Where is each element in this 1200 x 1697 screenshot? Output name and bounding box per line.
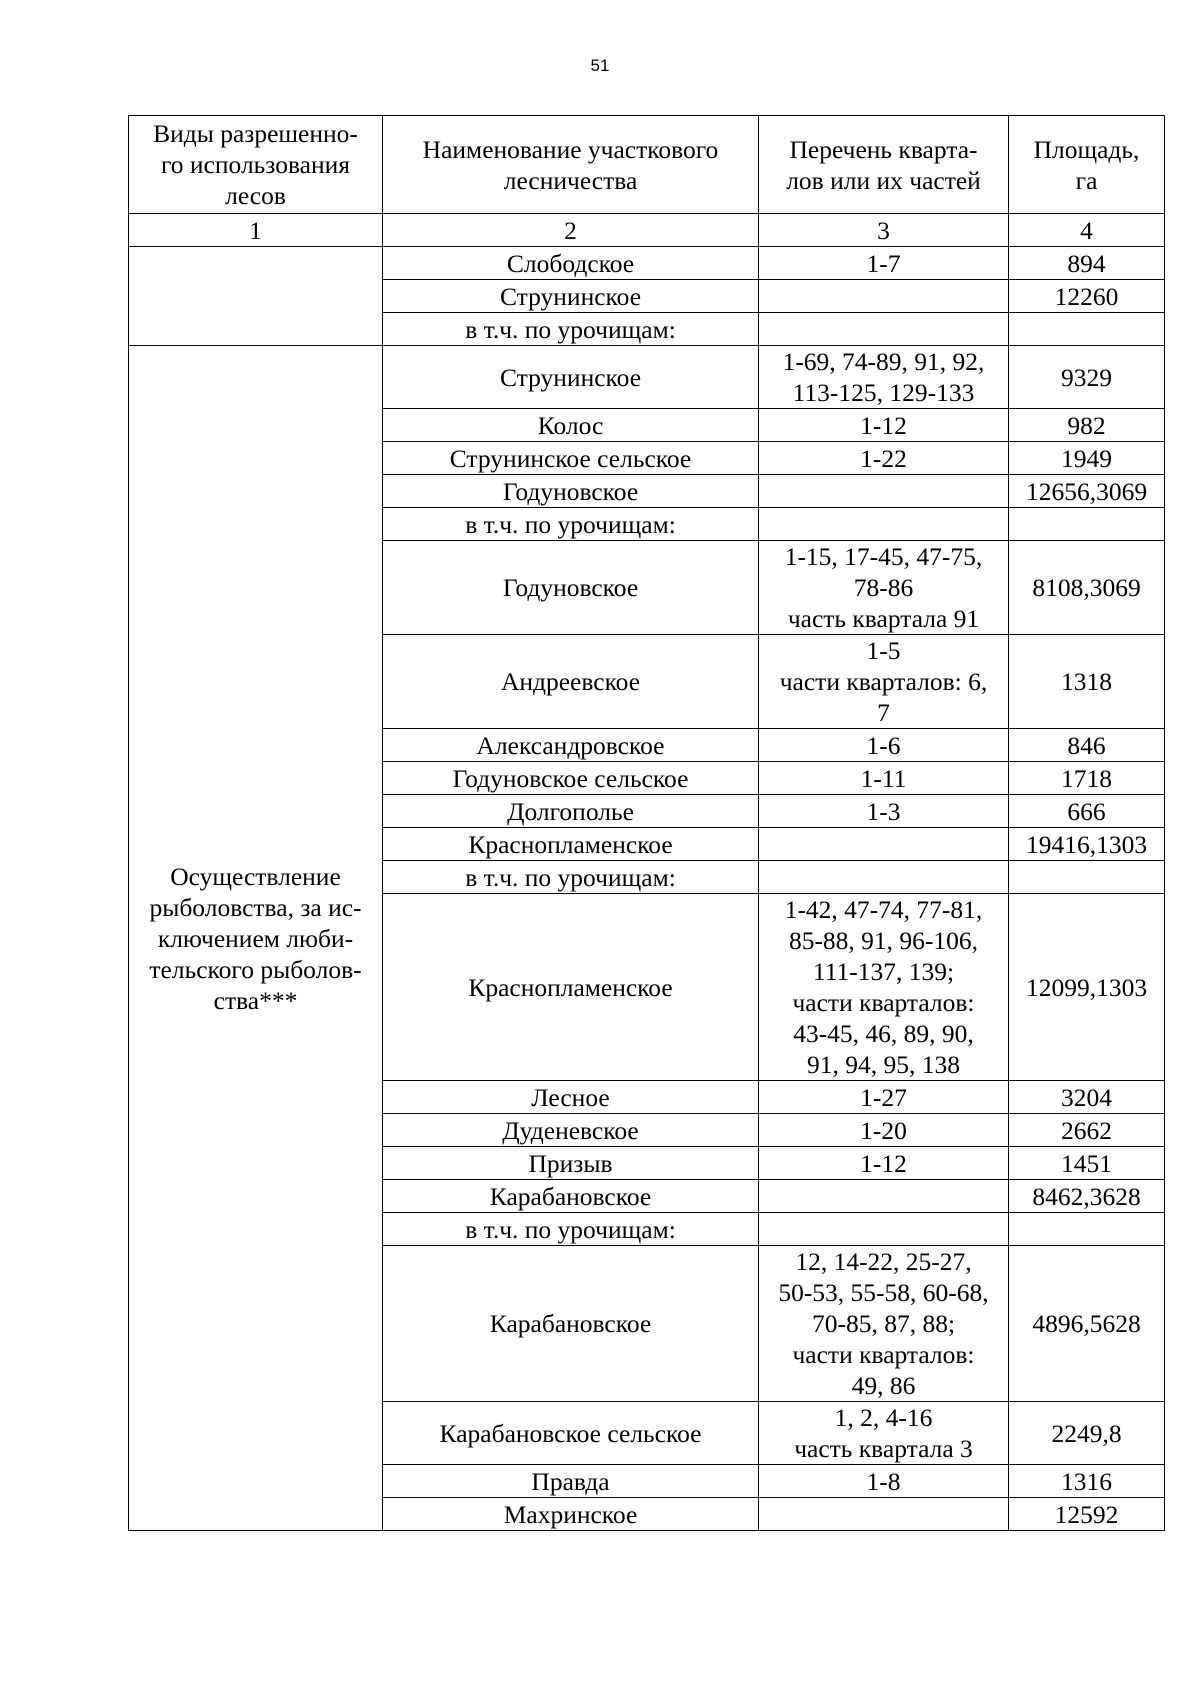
quarters-cell [759,313,1009,346]
forestry-name-cell: Александровское [383,729,759,762]
area-cell: 12260 [1009,280,1165,313]
column-number: 2 [383,214,759,247]
quarters-cell: 1-6 [759,729,1009,762]
area-cell [1009,1213,1165,1246]
area-cell: 1718 [1009,762,1165,795]
forestry-name-cell: Карабановское сельское [383,1402,759,1465]
area-cell [1009,313,1165,346]
table-row [129,247,1165,280]
page-number: 51 [590,56,610,75]
quarters-cell [759,280,1009,313]
header-row [129,116,1165,214]
quarters-cell: 1-12 [759,1147,1009,1180]
quarters-cell: 12, 14-22, 25-27, 50-53, 55-58, 60-68, 70-85, 87, 88; части кварталов: 49, 86 [759,1246,1009,1402]
forestry-name-cell: Краснопламенское [383,894,759,1081]
header-forestry-name: Наименование участкового лесничества [383,116,759,214]
quarters-cell [759,1498,1009,1531]
forestry-name-cell: в т.ч. по урочищам: [383,313,759,346]
area-cell: 1316 [1009,1465,1165,1498]
area-cell: 982 [1009,409,1165,442]
quarters-cell: 1-22 [759,442,1009,475]
quarters-cell: 1, 2, 4-16 часть квартала 3 [759,1402,1009,1465]
quarters-cell: 1-5 части кварталов: 6, 7 [759,635,1009,729]
area-cell: 3204 [1009,1081,1165,1114]
area-cell [1009,861,1165,894]
quarters-cell [759,1213,1009,1246]
forestry-name-cell: Краснопламенское [383,828,759,861]
quarters-cell: 1-11 [759,762,1009,795]
header-area: Площадь, га [1009,116,1165,214]
area-cell: 1318 [1009,635,1165,729]
quarters-cell [759,1180,1009,1213]
quarters-cell: 1-8 [759,1465,1009,1498]
area-cell: 9329 [1009,346,1165,409]
area-cell: 8462,3628 [1009,1180,1165,1213]
forestry-name-cell: Правда [383,1465,759,1498]
area-cell: 19416,1303 [1009,828,1165,861]
forestry-name-cell: Карабановское [383,1180,759,1213]
area-cell: 846 [1009,729,1165,762]
forest-use-table [128,115,1165,1531]
area-cell: 2662 [1009,1114,1165,1147]
quarters-cell: 1-27 [759,1081,1009,1114]
column-number-row [129,214,1165,247]
forestry-name-cell: в т.ч. по урочищам: [383,1213,759,1246]
quarters-cell: 1-3 [759,795,1009,828]
forestry-name-cell: Колос [383,409,759,442]
forestry-name-cell: Махринское [383,1498,759,1531]
area-cell: 666 [1009,795,1165,828]
use-type-cell: Осуществление рыболовства, за ис- ключением люби- тельского рыболов- ства*** [129,346,383,1531]
quarters-cell: 1-42, 47-74, 77-81, 85-88, 91, 96-106, 111-137, 139; части кварталов: 43-45, 46, 89, 90, 91, 94, 95, 138 [759,894,1009,1081]
forestry-name-cell: Карабановское [383,1246,759,1402]
quarters-cell [759,861,1009,894]
forestry-name-cell: Годуновское [383,541,759,635]
quarters-cell: 1-69, 74-89, 91, 92, 113-125, 129-133 [759,346,1009,409]
quarters-cell [759,508,1009,541]
forestry-name-cell: Слободское [383,247,759,280]
column-number: 4 [1009,214,1165,247]
area-cell: 12656,3069 [1009,475,1165,508]
forestry-name-cell: Струнинское [383,346,759,409]
area-cell: 12592 [1009,1498,1165,1531]
area-cell: 2249,8 [1009,1402,1165,1465]
quarters-cell [759,828,1009,861]
quarters-cell [759,475,1009,508]
use-type-cell [129,247,383,346]
forestry-name-cell: Годуновское [383,475,759,508]
area-cell: 4896,5628 [1009,1246,1165,1402]
column-number: 3 [759,214,1009,247]
forestry-name-cell: Андреевское [383,635,759,729]
area-cell: 1949 [1009,442,1165,475]
forestry-name-cell: Призыв [383,1147,759,1180]
quarters-cell: 1-12 [759,409,1009,442]
area-cell: 12099,1303 [1009,894,1165,1081]
header-quarters: Перечень кварта- лов или их частей [759,116,1009,214]
area-cell: 8108,3069 [1009,541,1165,635]
table-body [129,116,1165,1531]
quarters-cell: 1-15, 17-45, 47-75, 78-86 часть квартала 91 [759,541,1009,635]
forestry-name-cell: в т.ч. по урочищам: [383,861,759,894]
area-cell [1009,508,1165,541]
quarters-cell: 1-7 [759,247,1009,280]
forestry-name-cell: Долгополье [383,795,759,828]
column-number: 1 [129,214,383,247]
area-cell: 894 [1009,247,1165,280]
forestry-name-cell: в т.ч. по урочищам: [383,508,759,541]
area-cell: 1451 [1009,1147,1165,1180]
forestry-name-cell: Годуновское сельское [383,762,759,795]
forestry-name-cell: Дуденевское [383,1114,759,1147]
table-row [129,346,1165,409]
forestry-name-cell: Струнинское сельское [383,442,759,475]
forestry-name-cell: Лесное [383,1081,759,1114]
forestry-name-cell: Струнинское [383,280,759,313]
header-use-type: Виды разрешенно- го использования лесов [129,116,383,214]
quarters-cell: 1-20 [759,1114,1009,1147]
